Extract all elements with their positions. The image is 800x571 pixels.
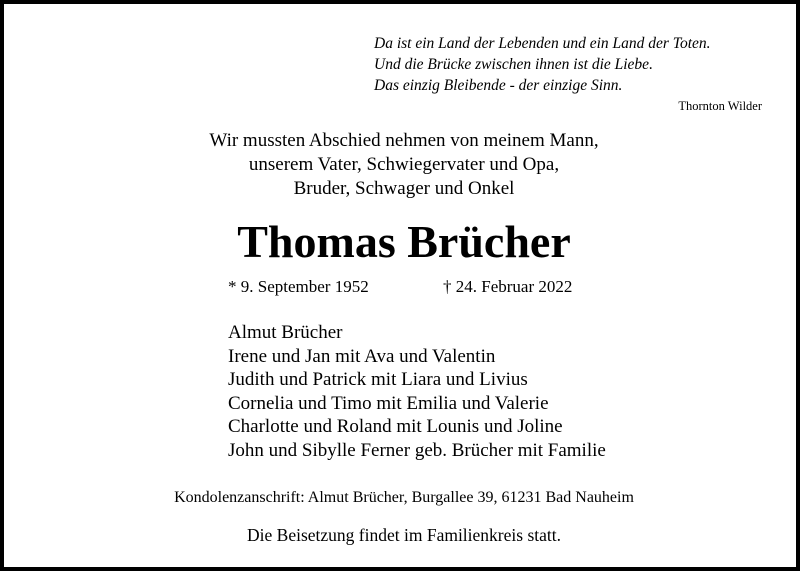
quote-line-2: Und die Brücke zwischen ihnen ist die Liebe. — [374, 56, 653, 73]
funeral-note: Die Beisetzung findet im Familienkreis statt. — [247, 525, 561, 545]
intro-line-2: unserem Vater, Schwiegervater und Opa, — [248, 154, 560, 175]
intro-line-3: Bruder, Schwager und Onkel — [293, 178, 515, 199]
list-item: Charlotte und Roland mit Lounis und Joline — [228, 416, 563, 437]
birth-date: * 9. September 1952 — [228, 277, 369, 296]
list-item: Cornelia und Timo mit Emilia und Valerie — [228, 392, 549, 414]
death-date: † 24. Februar 2022 — [443, 277, 573, 296]
epigraph-quote — [374, 33, 784, 96]
list-item: Judith und Patrick mit Liara und Livius — [228, 369, 528, 390]
quote-author: Thornton Wilder — [678, 99, 762, 113]
quote-line-3: Das einzig Bleibende - der einzige Sinn. — [374, 77, 623, 94]
deceased-name: Thomas Brücher — [237, 216, 571, 267]
intro-text — [104, 129, 704, 201]
quote-line-1: Da ist ein Land der Lebenden und ein Land der Toten. — [374, 35, 711, 52]
mourners-list — [228, 321, 606, 462]
list-item: Almut Brücher — [228, 322, 343, 343]
condolence-address: Kondolenzanschrift: Almut Brücher, Burgallee 39, 61231 Bad Nauheim — [174, 489, 634, 506]
list-item: John und Sibylle Ferner geb. Brücher mit Familie — [228, 439, 606, 461]
list-item: Irene und Jan mit Ava und Valentin — [228, 345, 496, 367]
intro-line-1: Wir mussten Abschied nehmen von meinem Mann, — [209, 130, 599, 151]
